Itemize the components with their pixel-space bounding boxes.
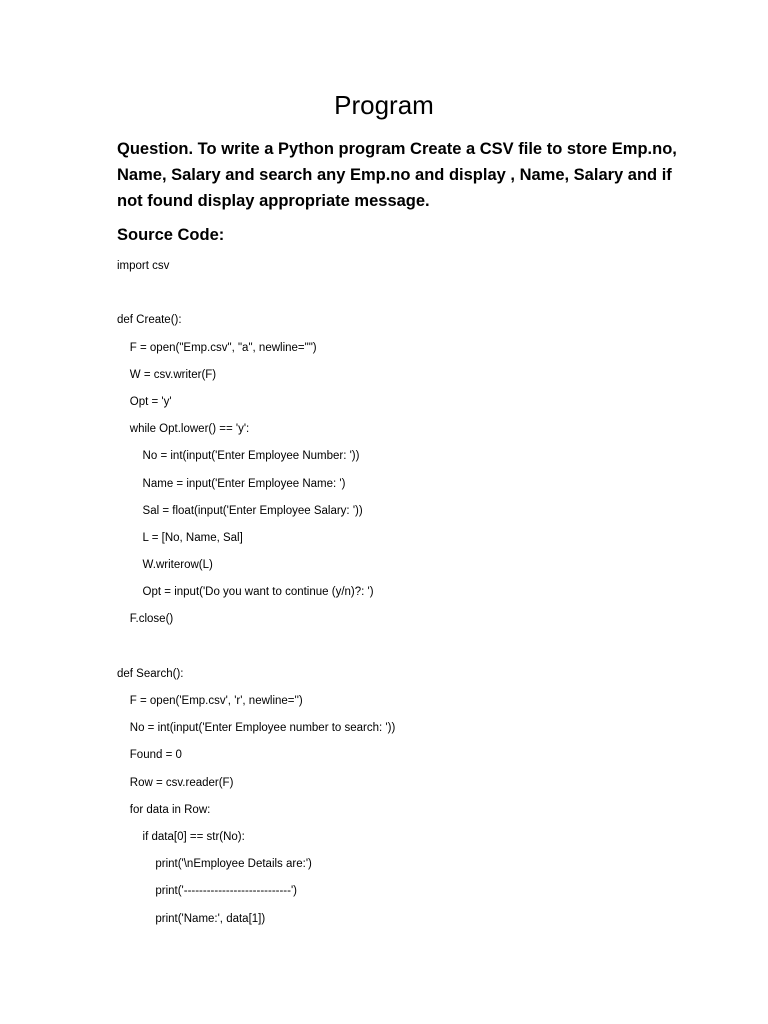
page-title: Program bbox=[334, 90, 434, 120]
code-line: L = [No, Name, Sal] bbox=[117, 531, 243, 544]
code-line: Row = csv.reader(F) bbox=[117, 776, 234, 789]
code-line: while Opt.lower() == 'y': bbox=[117, 423, 250, 436]
code-line: import csv bbox=[117, 260, 170, 272]
code-line: def Create(): bbox=[117, 314, 182, 327]
source-code-heading: Source Code: bbox=[117, 226, 225, 244]
code-line: print('Name:', data[1]) bbox=[117, 912, 266, 925]
code-line: Opt = 'y' bbox=[117, 395, 172, 408]
code-line: if data[0] == str(No): bbox=[117, 830, 245, 843]
code-line: Sal = float(input('Enter Employee Salary: ')) bbox=[117, 504, 363, 517]
question-text: Question. To write a Python program Create a CSV file to store Emp.no, Name, Salary and search any Emp.no and display , Name, Salary and if not found display appropriate message. bbox=[117, 140, 677, 210]
code-line: W.writerow(L) bbox=[117, 559, 213, 572]
code-line: F = open('Emp.csv', 'r', newline='') bbox=[117, 695, 303, 707]
code-line: No = int(input('Enter Employee number to search: ')) bbox=[117, 722, 396, 735]
code-line bbox=[117, 283, 717, 310]
code-line: print('\nEmployee Details are:') bbox=[117, 858, 312, 871]
code-line: F.close() bbox=[117, 613, 174, 626]
code-line: def Search(): bbox=[117, 667, 184, 680]
code-line: print('----------------------------') bbox=[117, 885, 297, 898]
code-line bbox=[117, 637, 717, 664]
code-line: Opt = input('Do you want to continue (y/n)?: ') bbox=[117, 586, 374, 599]
code-line: F = open("Emp.csv", "a", newline="") bbox=[117, 341, 317, 354]
code-line: W = csv.writer(F) bbox=[117, 368, 217, 381]
code-block bbox=[117, 256, 717, 936]
code-line: Found = 0 bbox=[117, 749, 182, 762]
code-line: for data in Row: bbox=[117, 803, 211, 816]
code-line: No = int(input('Enter Employee Number: ')) bbox=[117, 450, 360, 463]
code-line: Name = input('Enter Employee Name: ') bbox=[117, 477, 346, 490]
